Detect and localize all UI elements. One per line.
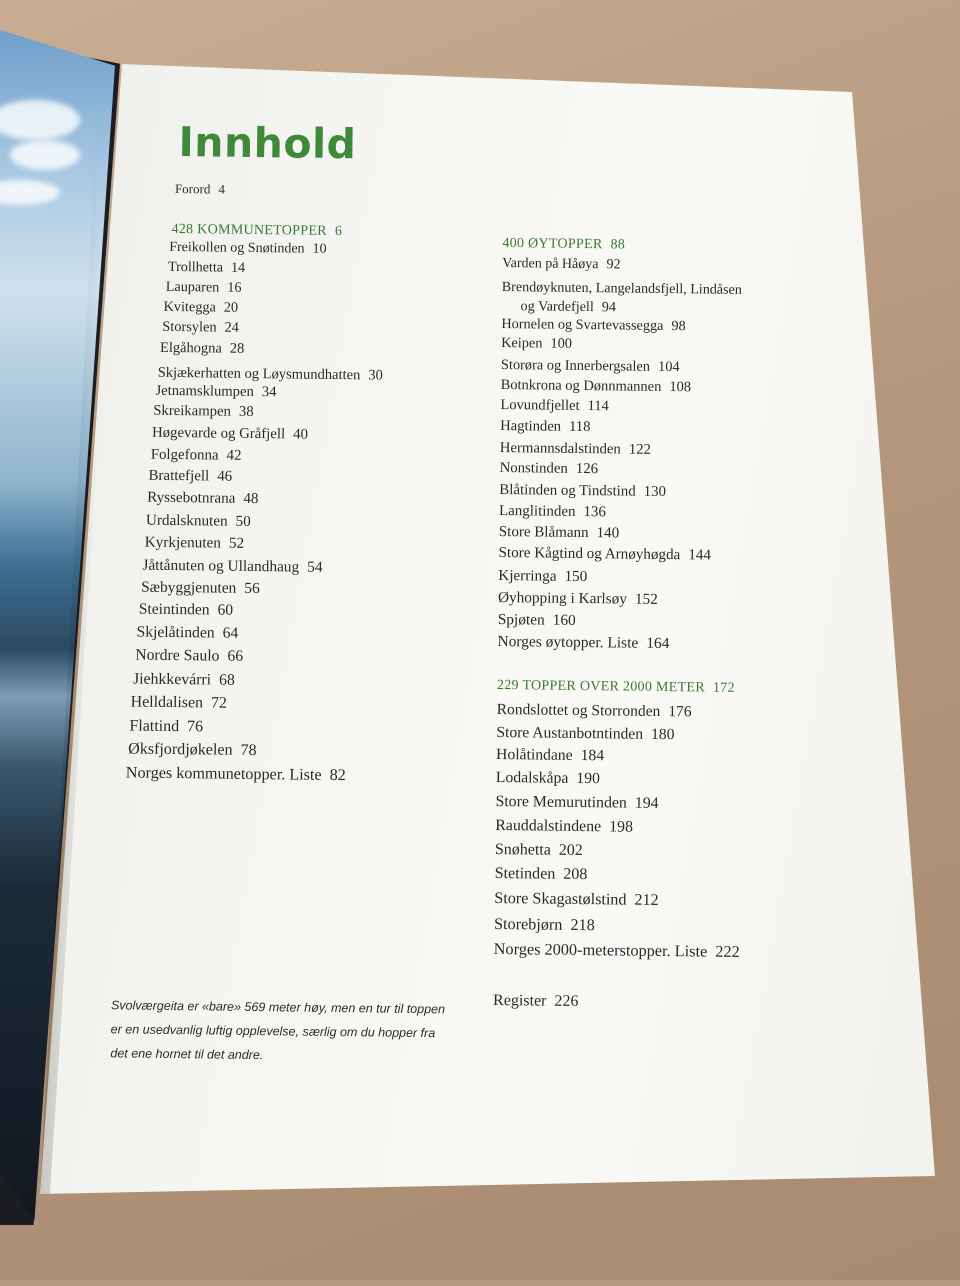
toc-label: Trollhetta: [168, 259, 223, 276]
toc-label: Urdalsknuten: [146, 512, 228, 530]
toc-page-number: 20: [224, 300, 238, 316]
toc-page-number: 180: [651, 726, 675, 743]
toc-page-number: 64: [223, 625, 239, 642]
toc-label: Øyhopping i Karlsøy: [498, 589, 627, 608]
toc-entry: [146, 513, 251, 529]
section-heading-kommunetopper: [171, 223, 342, 239]
toc-label: Store Blåmann: [499, 524, 589, 541]
toc-entry: [151, 448, 242, 464]
toc-label: Storebjørn: [494, 915, 563, 934]
toc-label: Hagtinden: [500, 418, 561, 435]
toc-label: Skreikampen: [153, 403, 231, 420]
toc-page-number: 28: [230, 341, 245, 357]
toc-entry: [495, 794, 658, 812]
toc-entry: [498, 590, 658, 607]
toc-label: Langlitinden: [499, 503, 576, 520]
section-heading-oytopper: [502, 237, 625, 252]
toc-label: Lauparen: [166, 279, 220, 296]
toc-label: og Vardefjell: [520, 298, 593, 315]
section-heading-label: 229 TOPPER OVER 2000 METER: [497, 678, 705, 696]
toc-entry: [160, 341, 244, 356]
toc-label: Lovundfjellet: [500, 397, 579, 414]
toc-entry: [152, 426, 308, 443]
toc-page-number: 218: [570, 916, 595, 934]
toc-page-number: 56: [244, 580, 260, 597]
toc-label: Kvitegga: [163, 299, 215, 316]
section-heading-page: 88: [610, 237, 625, 252]
toc-label: Elgåhogna: [160, 340, 222, 357]
toc-page-number: 50: [236, 513, 251, 530]
toc-label: Hermannsdalstinden: [500, 440, 621, 457]
section-heading-page: 172: [713, 681, 735, 696]
toc-entry: [496, 725, 674, 743]
toc-page-number: 184: [581, 747, 605, 764]
toc-page-number: 46: [217, 469, 232, 485]
toc-entry: [131, 694, 227, 711]
toc-label: Rauddalstindene: [495, 817, 601, 835]
toc-entry: [494, 891, 659, 909]
toc-page-number: 126: [576, 461, 598, 477]
toc-label: Norges 2000-meterstopper. Liste: [494, 939, 708, 961]
toc-page-number: 68: [219, 672, 235, 689]
toc-page-number: 30: [368, 367, 383, 383]
toc-page-number: 140: [596, 525, 619, 541]
toc-page-number: 60: [217, 602, 233, 619]
toc-page-number: 164: [646, 635, 669, 652]
toc-label: Brendøyknuten, Langelandsfjell, Lindåsen: [502, 279, 742, 298]
toc-page-number: 202: [559, 842, 583, 859]
toc-entry: [521, 299, 617, 314]
toc-entry: [500, 419, 591, 435]
toc-label: Skjækerhatten og Løysmundhatten: [158, 365, 361, 383]
toc-label: Sæbyggjenuten: [141, 579, 236, 597]
toc-entry: [147, 491, 258, 507]
toc-entry: [169, 241, 326, 257]
toc-page-number: 222: [715, 942, 740, 961]
toc-entry: [501, 317, 685, 333]
toc-label: Register: [493, 992, 547, 1010]
toc-page-number: 190: [576, 770, 600, 787]
toc-entry: [129, 718, 203, 735]
toc-label: Norges øytopper. Liste: [497, 633, 638, 652]
toc-entry: [497, 702, 692, 720]
toc-label: Store Kågtind og Arnøyhøgda: [498, 545, 680, 563]
toc-page-number: 208: [563, 866, 587, 883]
toc-entry: [500, 398, 609, 414]
toc-entry: [500, 441, 651, 458]
toc-label: Store Memurutinden: [495, 793, 627, 812]
toc-label: Steintinden: [139, 601, 210, 619]
toc-page-number: 198: [609, 818, 633, 835]
toc-page-number: 150: [564, 568, 587, 585]
toc-entry: [499, 483, 666, 500]
toc-page-number: 40: [293, 426, 308, 442]
toc-entry: [494, 941, 740, 960]
toc-page-number: 54: [307, 559, 323, 576]
toc-page-number: 114: [587, 398, 608, 414]
toc-page-number: 76: [187, 718, 203, 735]
toc-page-number: 118: [569, 419, 591, 435]
toc-entry: [499, 525, 619, 542]
toc-page-number: 98: [671, 318, 685, 334]
toc-page-number: 176: [668, 703, 691, 720]
toc-entry: [158, 366, 383, 383]
section-heading-label: 428 KOMMUNETOPPER: [171, 222, 327, 239]
toc-page-number: 160: [553, 612, 576, 629]
toc-entry: [139, 602, 233, 619]
toc-page-number: 52: [229, 535, 244, 552]
toc-entry: [133, 672, 235, 689]
toc-page-number: 34: [262, 384, 277, 400]
toc-label: Storøra og Innerbergsalen: [501, 357, 650, 375]
toc-label: Jåttånuten og Ullandhaug: [142, 557, 299, 576]
toc-label: Blåtinden og Tindstind: [499, 482, 636, 500]
toc-label: Jiehkkevárri: [133, 671, 211, 689]
toc-label: Nordre Saulo: [135, 647, 219, 665]
toc-entry-register: [493, 993, 579, 1010]
toc-label: Freikollen og Snøtinden: [169, 240, 305, 257]
toc-entry: [163, 300, 238, 315]
toc-label: Snøhetta: [495, 841, 551, 859]
toc-entry: [495, 842, 583, 859]
toc-entry: [501, 378, 692, 395]
toc-entry: [148, 469, 232, 485]
toc-label: Forord: [175, 181, 211, 196]
toc-entry: [145, 535, 245, 551]
toc-page-number: 72: [211, 694, 227, 711]
toc-page-number: 108: [669, 379, 691, 395]
toc-label: Folgefonna: [151, 447, 219, 464]
toc-page-number: 24: [224, 320, 239, 336]
toc-page-number: 144: [688, 547, 711, 563]
toc-entry-forord: [175, 182, 225, 196]
toc-entry: [498, 612, 576, 628]
toc-entry: [135, 648, 243, 665]
toc-page-number: 82: [330, 767, 346, 784]
page-title: Innhold: [178, 118, 356, 168]
toc-page-number: 92: [606, 257, 620, 272]
toc-label: Store Austanbotntinden: [496, 724, 643, 743]
toc-entry: [166, 280, 242, 295]
toc-label: Helldalisen: [131, 693, 204, 711]
toc-label: Hornelen og Svartevassegga: [501, 316, 663, 334]
toc-page-number: 48: [243, 491, 258, 507]
toc-label: Brattefjell: [148, 468, 209, 485]
toc-page-number: 104: [658, 359, 680, 375]
toc-page-number: 10: [313, 242, 327, 257]
toc-entry: [126, 765, 346, 784]
toc-label: Ryssebotnrana: [147, 490, 235, 507]
section-heading-2000-meter: [497, 679, 735, 696]
toc-entry: [501, 336, 572, 351]
toc-label: Jetnamsklumpen: [155, 383, 254, 400]
toc-entry: [155, 384, 276, 400]
toc-page-number: 16: [227, 280, 241, 296]
toc-label: Kjerringa: [498, 567, 556, 585]
photo-caption: Svolværgeita er «bare» 569 meter høy, men en tur til toppen er en usedvanlig luftig opplevelse, særlig om du hopper fra det ene hornet til det andre.: [110, 993, 456, 1069]
toc-entry: [142, 558, 322, 576]
toc-label: Kyrkjenuten: [145, 534, 221, 552]
toc-entry: [496, 770, 600, 787]
toc-page-number: 212: [634, 892, 658, 909]
toc-page-number: 78: [240, 742, 256, 759]
toc-label: Øksfjordjøkelen: [128, 740, 233, 758]
toc-label: Lodalskåpa: [496, 769, 569, 787]
toc-entry: [168, 260, 245, 275]
toc-page-number: 152: [635, 591, 658, 608]
toc-entry: [497, 634, 669, 652]
toc-label: Skjelåtinden: [136, 624, 214, 642]
toc-entry: [498, 568, 587, 584]
toc-label: Rondslottet og Storronden: [497, 701, 661, 720]
toc-entry: [502, 280, 750, 297]
toc-entry: [128, 741, 257, 759]
toc-label: Nonstinden: [500, 460, 568, 477]
toc-label: Store Skagastølstind: [494, 890, 626, 909]
section-heading-page: 6: [335, 224, 342, 239]
toc-page-number: 94: [602, 299, 616, 315]
toc-label: Botnkrona og Dønnmannen: [501, 377, 662, 395]
toc-page-number: 14: [231, 260, 245, 276]
toc-label: Norges kommunetopper. Liste: [126, 764, 322, 783]
toc-entry: [153, 404, 254, 420]
toc-entry: [495, 866, 588, 883]
toc-entry: [141, 580, 260, 597]
toc-entry: [501, 358, 680, 375]
toc-label: Varden på Håøya: [502, 256, 599, 272]
toc-page-number: 136: [583, 504, 606, 520]
toc-page-number: 38: [239, 404, 254, 420]
toc-page-number: 100: [550, 336, 572, 352]
toc-entry: [136, 625, 238, 642]
toc-entry: [500, 461, 599, 477]
toc-entry: [494, 916, 595, 933]
toc-entry: [162, 320, 239, 335]
toc-page-number: 194: [635, 795, 659, 812]
toc-entry: [502, 257, 621, 272]
toc-entry: [495, 818, 633, 836]
toc-page-number: 226: [554, 993, 578, 1010]
toc-label: Storsylen: [162, 319, 216, 336]
toc-entry: [498, 546, 711, 564]
toc-entry: [499, 504, 606, 520]
toc-label: Høgevarde og Gråfjell: [152, 425, 285, 443]
toc-label: Keipen: [501, 335, 543, 352]
toc-label: Holåtindane: [496, 746, 573, 764]
toc-page-number: 42: [226, 448, 241, 464]
toc-page-number: 66: [227, 648, 243, 665]
toc-page-number: 122: [629, 442, 651, 458]
toc-label: Stetinden: [495, 865, 556, 883]
toc-label: Spjøten: [498, 611, 545, 629]
toc-page-number: 4: [218, 182, 225, 197]
section-heading-label: 400 ØYTOPPER: [502, 236, 602, 252]
toc-page-number: 130: [644, 484, 667, 500]
toc-entry: [496, 747, 604, 764]
toc-label: Flattind: [129, 717, 179, 735]
